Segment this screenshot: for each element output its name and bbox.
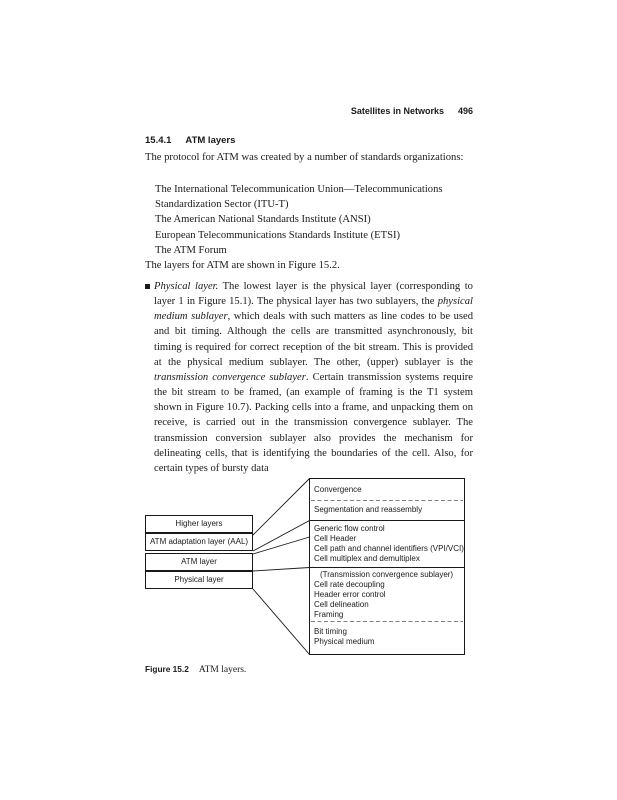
page-number: 496 xyxy=(457,106,473,116)
connector-line xyxy=(253,589,310,655)
connector-line xyxy=(253,568,310,572)
atm-function: Generic flow control xyxy=(314,524,385,533)
organization-list xyxy=(155,182,473,258)
bullet-emphasis: transmission convergence sublayer xyxy=(154,371,306,383)
list-item: The American National Standards Institute (ANSI) xyxy=(155,214,371,226)
connector-line xyxy=(253,479,310,536)
bullet-text-part: . Certain transmission systems require the bit stream to be framed, (an example of framing is the T1 system shown in Figure 10.7). Packing cells into a frame, and unpacking them on receive, is carried out in the transmission convergence sublayer. The transmission conversion sublayer also provides the mechanism for delineating cells, that is identifying the boundaries of the cell. Also, for certain types of bursty data xyxy=(154,371,473,474)
aal-sublayer-convergence: Convergence xyxy=(314,485,362,494)
section-number: 15.4.1 xyxy=(145,135,172,146)
layers-intro-paragraph: The layers for ATM are shown in Figure 15.2. xyxy=(145,260,340,271)
bullet-text-part: The lowest layer is the physical layer (corresponding to layer 1 in Figure 15.1). The physical layer has two sublayers, the xyxy=(154,281,473,308)
section-heading xyxy=(145,135,235,146)
physical-layer-bullet xyxy=(145,279,473,476)
bullet-term: Physical layer. xyxy=(154,281,219,292)
bullet-text-part: , which deals with such matters as line codes to be used and bit timing. Although the cells are transmitted asynchronously, bit timing is required for correct reception of the bit stream. This is provided at the physical medium sublayer. The other, (upper) sublayer is the xyxy=(154,311,474,368)
intro-paragraph: The protocol for ATM was created by a number of standards organizations: xyxy=(145,152,464,163)
list-item: The ATM Forum xyxy=(155,244,227,256)
left-box-aal: ATM adaptation layer (AAL) xyxy=(145,533,253,551)
tc-function: Framing xyxy=(314,610,344,619)
pm-function: Bit timing xyxy=(314,627,347,636)
bullet-emphasis: physical medium sublayer xyxy=(154,296,473,323)
atm-layers-figure xyxy=(145,478,475,658)
connector-line xyxy=(253,521,310,552)
left-box-physical-layer: Physical layer xyxy=(145,571,253,589)
bullet-paragraph xyxy=(154,279,473,476)
list-item: The International Telecommunication Union—Telecommunications Standardization Sector (ITU-T) xyxy=(155,184,443,211)
left-box-atm-layer: ATM layer xyxy=(145,553,253,571)
list-item: European Telecommunications Standards Institute (ETSI) xyxy=(155,229,401,241)
aal-sublayer-sar: Segmentation and reassembly xyxy=(314,505,423,514)
figure-caption-text: ATM layers. xyxy=(198,665,247,675)
atm-function: Cell multiplex and demultiplex xyxy=(314,554,420,563)
pm-function: Physical medium xyxy=(314,637,375,646)
tc-sublayer-title: (Transmission convergence sublayer) xyxy=(320,570,454,579)
atm-function: Cell Header xyxy=(314,534,357,543)
running-title: Satellites in Networks xyxy=(350,106,444,116)
tc-function: Header error control xyxy=(314,590,386,599)
figure-caption xyxy=(145,664,246,675)
left-box-higher-layers: Higher layers xyxy=(145,515,253,533)
connector-line xyxy=(253,537,310,554)
atm-function: Cell path and channel identifiers (VPI/VCI) xyxy=(314,544,464,553)
section-title: ATM layers xyxy=(185,135,236,146)
figure-number: Figure 15.2 xyxy=(145,664,189,674)
square-bullet-icon xyxy=(145,284,150,289)
tc-function: Cell rate decoupling xyxy=(314,580,385,589)
running-head xyxy=(145,106,473,116)
tc-function: Cell delineation xyxy=(314,600,369,609)
